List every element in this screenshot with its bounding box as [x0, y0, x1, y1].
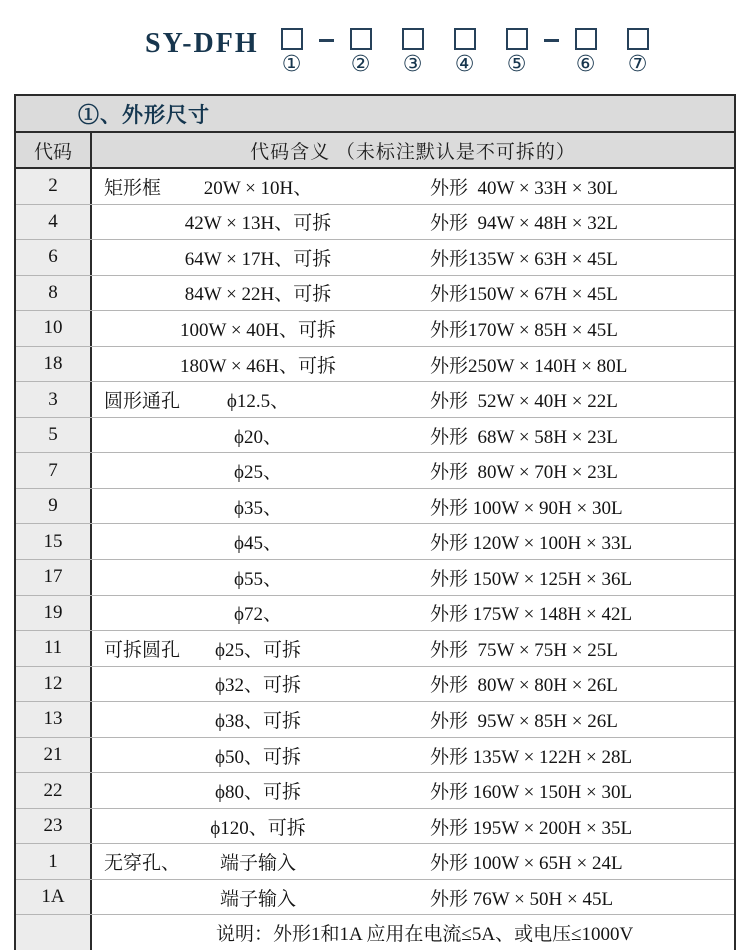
- outline-cell: 外形 120W × 100H × 33L: [430, 533, 633, 555]
- code-cell: 17: [16, 560, 92, 595]
- meaning-cell: [92, 453, 424, 488]
- code-cell: 9: [16, 489, 92, 524]
- code-box-icon: [454, 28, 476, 50]
- circled-number: ⑦: [627, 52, 648, 77]
- note-row: [16, 914, 734, 950]
- meaning-value: 42W × 13H、可拆: [184, 213, 332, 235]
- meaning-prefix: 可拆圆孔: [104, 639, 181, 661]
- meaning-cell: [92, 773, 424, 808]
- meaning-cell: [92, 489, 424, 524]
- outline-cell: 外形 68W × 58H × 23L: [430, 426, 618, 448]
- outline-cell: 外形 76W × 50H × 45L: [430, 888, 614, 910]
- code-cell: 1A: [16, 880, 92, 915]
- meaning-cell: [92, 596, 424, 631]
- outline-cell: 外形135W × 63H × 45L: [430, 248, 618, 270]
- table-row: [16, 595, 734, 631]
- circled-number: ③: [402, 52, 423, 77]
- table-row: [16, 808, 734, 844]
- meaning-value: ϕ50、可拆: [214, 746, 301, 768]
- meaning-value: ϕ55、: [233, 568, 282, 590]
- model-code-header: [145, 22, 653, 77]
- meaning-cell: [92, 702, 424, 737]
- meaning-value: 64W × 17H、可拆: [184, 248, 332, 270]
- outline-cell: 外形 135W × 122H × 28L: [430, 746, 633, 768]
- meaning-cell: [92, 667, 424, 702]
- table-row: [16, 523, 734, 559]
- meaning-cell: [92, 205, 424, 240]
- table-header-row: [16, 133, 734, 169]
- dash-separator: [319, 39, 334, 42]
- code-box-icon: [402, 28, 424, 50]
- outline-cell: 外形 95W × 85H × 26L: [430, 710, 618, 732]
- meaning-cell: [92, 524, 424, 559]
- code-cell: 13: [16, 702, 92, 737]
- table-row: [16, 630, 734, 666]
- meaning-value: 180W × 46H、可拆: [179, 355, 337, 377]
- code-cell: 21: [16, 738, 92, 773]
- circled-number: ②: [350, 52, 371, 77]
- code-cell: 11: [16, 631, 92, 666]
- model-slot-7: [623, 22, 653, 77]
- meaning-value: ϕ20、: [233, 426, 282, 448]
- meaning-value: 100W × 40H、可拆: [179, 319, 337, 341]
- outline-cell: 外形 94W × 48H × 32L: [430, 213, 618, 235]
- meaning-value: ϕ72、: [233, 604, 282, 626]
- meaning-cell: [92, 382, 424, 417]
- code-box-icon: [575, 28, 597, 50]
- outline-cell: 外形 150W × 125H × 36L: [430, 568, 633, 590]
- outline-cell: 外形 40W × 33H × 30L: [430, 177, 618, 199]
- model-slot-1: [277, 22, 307, 77]
- table-row: [16, 275, 734, 311]
- table-row: [16, 559, 734, 595]
- table-row: [16, 772, 734, 808]
- meaning-cell: [92, 311, 424, 346]
- meaning-cell: [92, 844, 424, 879]
- table-row: [16, 417, 734, 453]
- model-slot-6: [571, 22, 601, 77]
- code-cell: 18: [16, 347, 92, 382]
- meaning-value: ϕ25、: [233, 462, 282, 484]
- section-title: ①、外形尺寸: [16, 96, 734, 133]
- meaning-cell: [92, 418, 424, 453]
- meaning-value: 84W × 22H、可拆: [184, 284, 332, 306]
- circled-number: ④: [454, 52, 475, 77]
- code-cell: 8: [16, 276, 92, 311]
- column-header-code: 代码: [16, 133, 92, 167]
- outline-cell: 外形 100W × 65H × 24L: [430, 853, 623, 875]
- note-text: 说明：外形1和1A 应用在电流≤5A、或电压≤1000V: [216, 924, 634, 946]
- table-row: [16, 488, 734, 524]
- table-row: [16, 737, 734, 773]
- outline-cell: 外形150W × 67H × 45L: [430, 284, 618, 306]
- meaning-cell: [92, 347, 424, 382]
- meaning-cell: [92, 560, 424, 595]
- code-cell: 10: [16, 311, 92, 346]
- meaning-cell: [92, 169, 424, 204]
- code-cell: 15: [16, 524, 92, 559]
- meaning-value: ϕ25、可拆: [214, 639, 301, 661]
- model-slot-3: [398, 22, 428, 77]
- meaning-value: ϕ38、可拆: [214, 710, 301, 732]
- table-row: [16, 169, 734, 204]
- outline-cell: 外形 160W × 150H × 30L: [430, 782, 633, 804]
- column-header-meaning: 代码含义 （未标注默认是不可拆的）: [250, 141, 576, 163]
- table-row: [16, 666, 734, 702]
- outline-cell: 外形 195W × 200H × 35L: [430, 817, 633, 839]
- table-row: [16, 843, 734, 879]
- code-cell: 12: [16, 667, 92, 702]
- dash-separator: [544, 39, 559, 42]
- model-slot-5: [502, 22, 532, 77]
- table-row: [16, 452, 734, 488]
- spec-table: [14, 94, 736, 950]
- circled-number: ①: [281, 52, 302, 77]
- meaning-value: ϕ35、: [233, 497, 282, 519]
- code-cell: 19: [16, 596, 92, 631]
- table-row: [16, 381, 734, 417]
- code-cell: 7: [16, 453, 92, 488]
- table-row: [16, 879, 734, 915]
- outline-cell: 外形 80W × 70H × 23L: [430, 462, 618, 484]
- meaning-value: ϕ45、: [233, 533, 282, 555]
- model-name: SY-DFH: [145, 28, 259, 59]
- meaning-value: 端子输入: [219, 888, 296, 910]
- outline-cell: 外形 80W × 80H × 26L: [430, 675, 618, 697]
- model-slot-2: [346, 22, 376, 77]
- code-cell: 22: [16, 773, 92, 808]
- meaning-value: ϕ80、可拆: [214, 782, 301, 804]
- code-cell-empty: [16, 915, 92, 950]
- meaning-cell: [92, 240, 424, 275]
- circled-number: ⑥: [575, 52, 596, 77]
- outline-cell: 外形 75W × 75H × 25L: [430, 639, 618, 661]
- code-cell: 23: [16, 809, 92, 844]
- code-box-icon: [350, 28, 372, 50]
- table-body: [16, 169, 734, 950]
- meaning-prefix: 无穿孔、: [104, 853, 181, 875]
- code-box-icon: [506, 28, 528, 50]
- meaning-cell: [92, 809, 424, 844]
- meaning-prefix: 圆形通孔: [104, 391, 181, 413]
- outline-cell: 外形 175W × 148H × 42L: [430, 604, 633, 626]
- meaning-cell: [92, 276, 424, 311]
- code-cell: 5: [16, 418, 92, 453]
- meaning-value: ϕ120、可拆: [210, 817, 306, 839]
- table-row: [16, 701, 734, 737]
- table-row: [16, 239, 734, 275]
- code-box-icon: [281, 28, 303, 50]
- model-slot-4: [450, 22, 480, 77]
- outline-cell: 外形250W × 140H × 80L: [430, 355, 628, 377]
- circled-number: ⑤: [506, 52, 527, 77]
- code-cell: 6: [16, 240, 92, 275]
- code-cell: 3: [16, 382, 92, 417]
- code-box-icon: [627, 28, 649, 50]
- meaning-value: ϕ32、可拆: [214, 675, 301, 697]
- table-row: [16, 204, 734, 240]
- meaning-cell: [92, 738, 424, 773]
- outline-cell: 外形 52W × 40H × 22L: [430, 391, 618, 413]
- code-cell: 1: [16, 844, 92, 879]
- meaning-value: 20W × 10H、: [203, 177, 313, 199]
- table-row: [16, 346, 734, 382]
- meaning-cell: [92, 880, 424, 915]
- outline-cell: 外形 100W × 90H × 30L: [430, 497, 623, 519]
- code-cell: 2: [16, 169, 92, 204]
- table-row: [16, 310, 734, 346]
- code-cell: 4: [16, 205, 92, 240]
- meaning-cell: [92, 631, 424, 666]
- meaning-value: ϕ12.5、: [226, 391, 290, 413]
- outline-cell: 外形170W × 85H × 45L: [430, 319, 618, 341]
- meaning-value: 端子输入: [219, 853, 296, 875]
- meaning-prefix: 矩形框: [104, 177, 162, 199]
